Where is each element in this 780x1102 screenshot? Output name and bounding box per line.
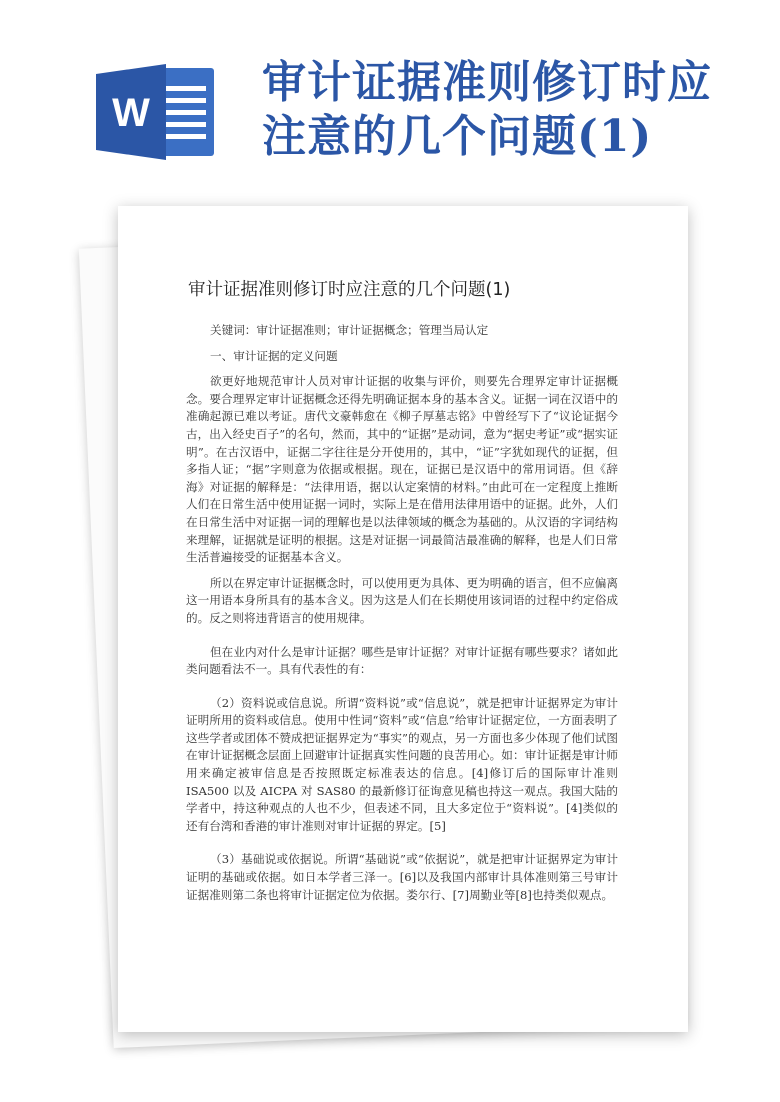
page-title-line2: 注意的几个问题(1) bbox=[262, 111, 653, 162]
paragraph: 但在业内对什么是审计证据？哪些是审计证据？对审计证据有哪些要求？诸如此类问题看法不一。具有代表性的有： bbox=[186, 644, 618, 677]
document-page bbox=[118, 206, 688, 1032]
document-body bbox=[186, 322, 618, 912]
paragraph: （3）基础说或依据说。所谓“基础说”或“依据说”，就是把审计证据界定为审计证明的基础或依据。如日本学者三泽一。[6]以及我国内部审计具体准则第三号审计证据准则第二条也将审计证据定位为依据。娄尔行、[7]周勤业等[8]也持类似观点。 bbox=[186, 852, 618, 902]
paragraph: 欲更好地规范审计人员对审计证据的收集与评价，则要先合理界定审计证据概念。要合理界定审计证据概念还得先明确证据本身的基本含义。证据一词在汉语中的准确起源已难以考证。唐代文豪韩愈在《柳子厚墓志铭》中曾经写下了“议论证据今古，出入经史百子”的名句，然而，其中的“证据”是动词，意为“据史考证”或“据实证明”。在古汉语中，证据二字往往是分开使用的，其中，“证”字犹如现代的证据，但多指人证；“据”字则意为依据或根据。现在，证据已是汉语中的常用词语。但《辞海》对证据的解释是：“法律用语，据以认定案情的材料。”由此可在一定程度上推断人们在日常生活中使用证据一词时，实际上是在借用法律用语中的证据。此外，人们在日常生活中对证据一词的理解也是以法律领域的概念为基础的。从汉语的字词结构来理解，证据就是证明的根据。这是对证据一词最简洁最准确的解释，也是人们日常生活普遍接受的证据基本含义。 bbox=[186, 374, 618, 565]
page-title-line1: 审计证据准则修订时应 bbox=[262, 57, 712, 108]
page-title bbox=[262, 56, 762, 164]
paragraph: （2）资料说或信息说。所谓“资料说”或“信息说”，就是把审计证据界定为审计证明所用的资料或信息。使用中性词“资料”或“信息”给审计证据定位，一方面表明了这些学者或团体不赞成把证据界定为“事实”的观点，另一方面也多少体现了他们试图在审计证据概念层面上回避审计证据真实性问题的良苦用心。如：审计证据是审计师用来确定被审信息是否按照既定标准表达的信息。[4]修订后的国际审计准则 ISA500 以及 AICPA 对 SAS80 的最新修订征询意见稿也持这一观点。我国大陆的学者中，持这种观点的人也不少，但表述不同，且大多定位于“资料说”。[4]类似的还有台湾和香港的审计准则对审计证据的界定。[5] bbox=[186, 695, 618, 833]
word-document-icon bbox=[96, 64, 216, 160]
section-heading: 一、审计证据的定义问题 bbox=[210, 348, 338, 363]
document-title: 审计证据准则修订时应注意的几个问题(1) bbox=[188, 280, 511, 300]
word-icon-letter: W bbox=[112, 91, 150, 135]
keywords-line: 关键词：审计证据准则；审计证据概念；管理当局认定 bbox=[210, 323, 489, 337]
paragraph: 所以在界定审计证据概念时，可以使用更为具体、更为明确的语言，但不应偏离这一用语本身所具有的基本含义。因为这是人们在长期使用该词语的过程中约定俗成的。反之则将违背语言的使用规律。 bbox=[186, 575, 618, 625]
